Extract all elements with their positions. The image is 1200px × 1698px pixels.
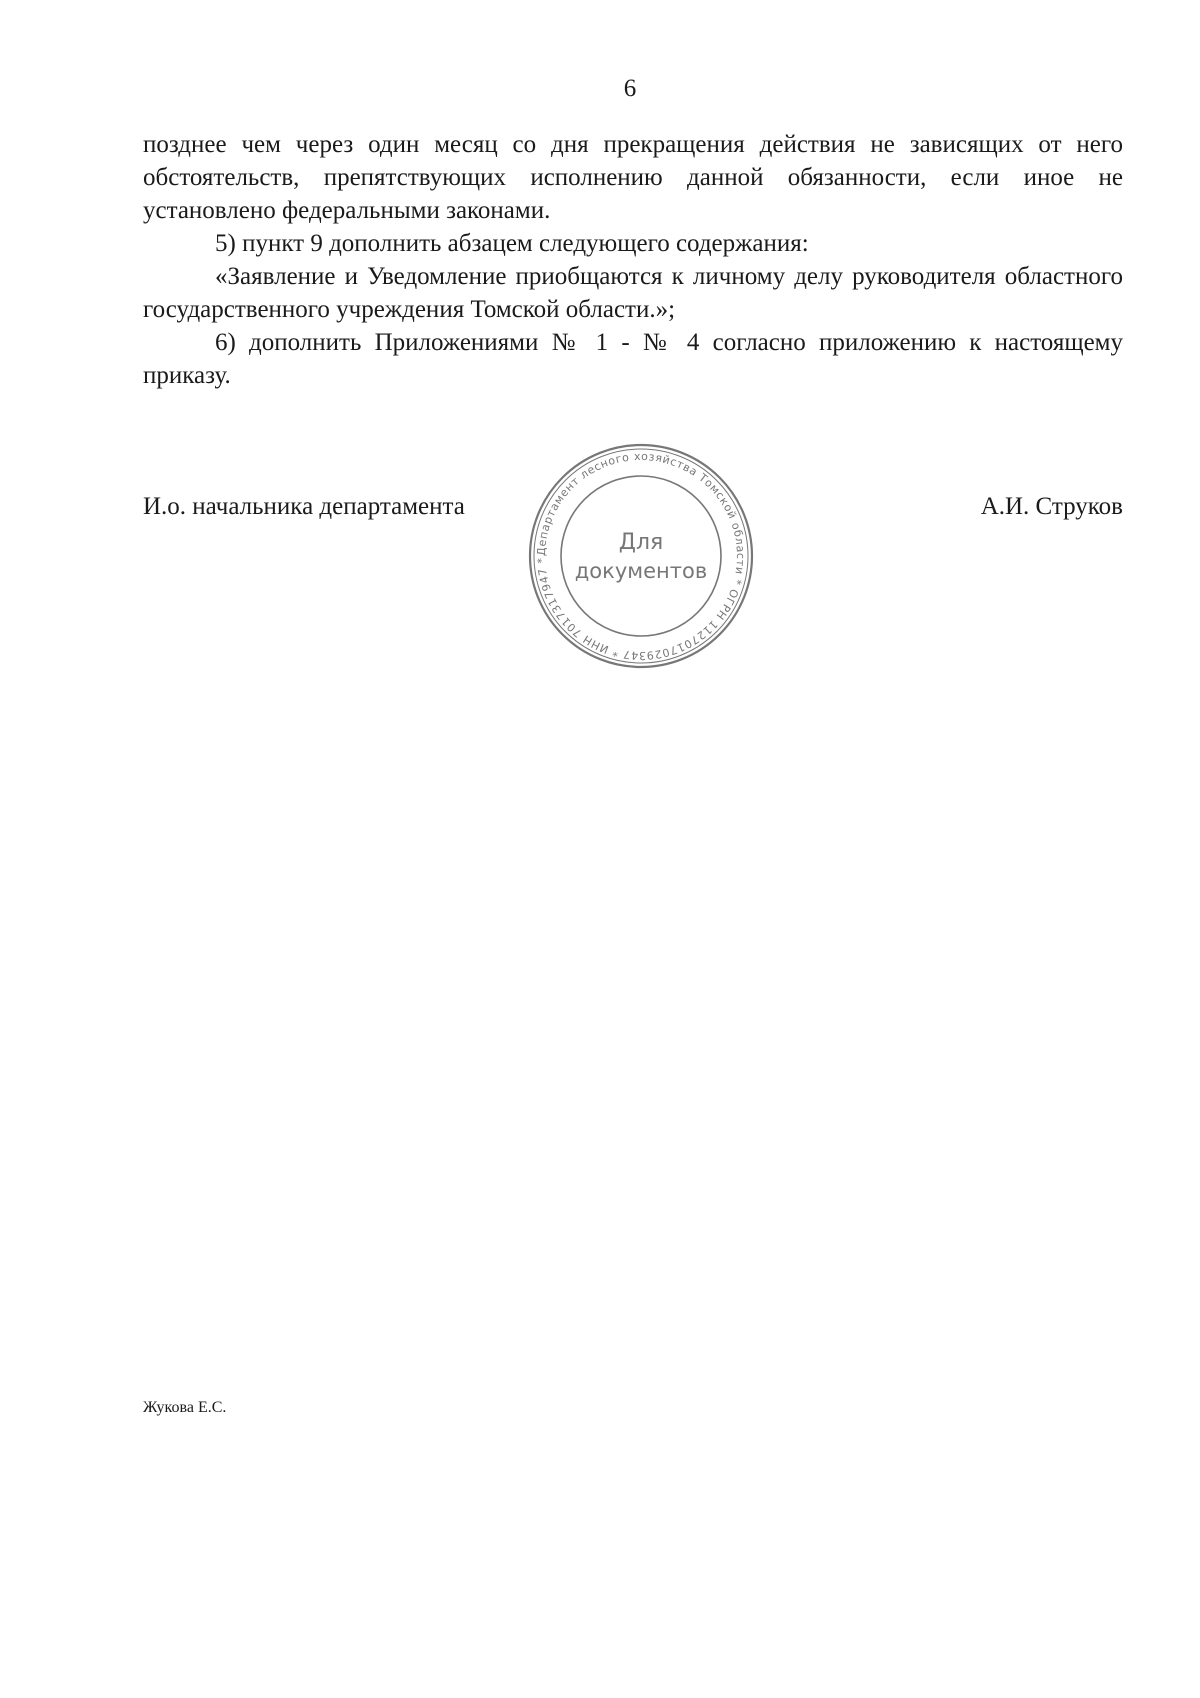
official-stamp (525, 440, 757, 672)
page-number: 6 (623, 75, 637, 102)
executor-name: Жукова Е.С. (143, 1399, 227, 1416)
signer-title: И.о. начальника департамента (143, 493, 465, 520)
stamp-center-line1: Для (618, 530, 664, 555)
svg-text:Департамент лесного хозяйства (535, 450, 747, 662)
stamp-center-line2: документов (574, 559, 708, 583)
paragraph-item-6: 6) дополнить Приложениями № 1 - № 4 согласно приложению к настоящему приказу. (143, 329, 1123, 389)
stamp-ring-text: Департамент лесного хозяйства Томской области * ОГРН 1127017029347 * ИНН 7017317947 * (534, 449, 748, 663)
paragraph-continuation: позднее чем через один месяц со дня прекращения действия не зависящих от него обстоятельств, препятствующих исполнению данной обязанности, если иное не установлено федеральными законами. (143, 131, 1123, 224)
paragraph-quote: «Заявление и Уведомление приобщаются к личному делу руководителя областного государственного учреждения Томской области.»; (143, 263, 1123, 323)
stamp-seal-icon (525, 440, 757, 672)
paragraph-item-5: 5) пункт 9 дополнить абзацем следующего содержания: (215, 230, 809, 257)
signer-name: А.И. Струков (980, 493, 1123, 520)
document-body (143, 128, 1123, 392)
